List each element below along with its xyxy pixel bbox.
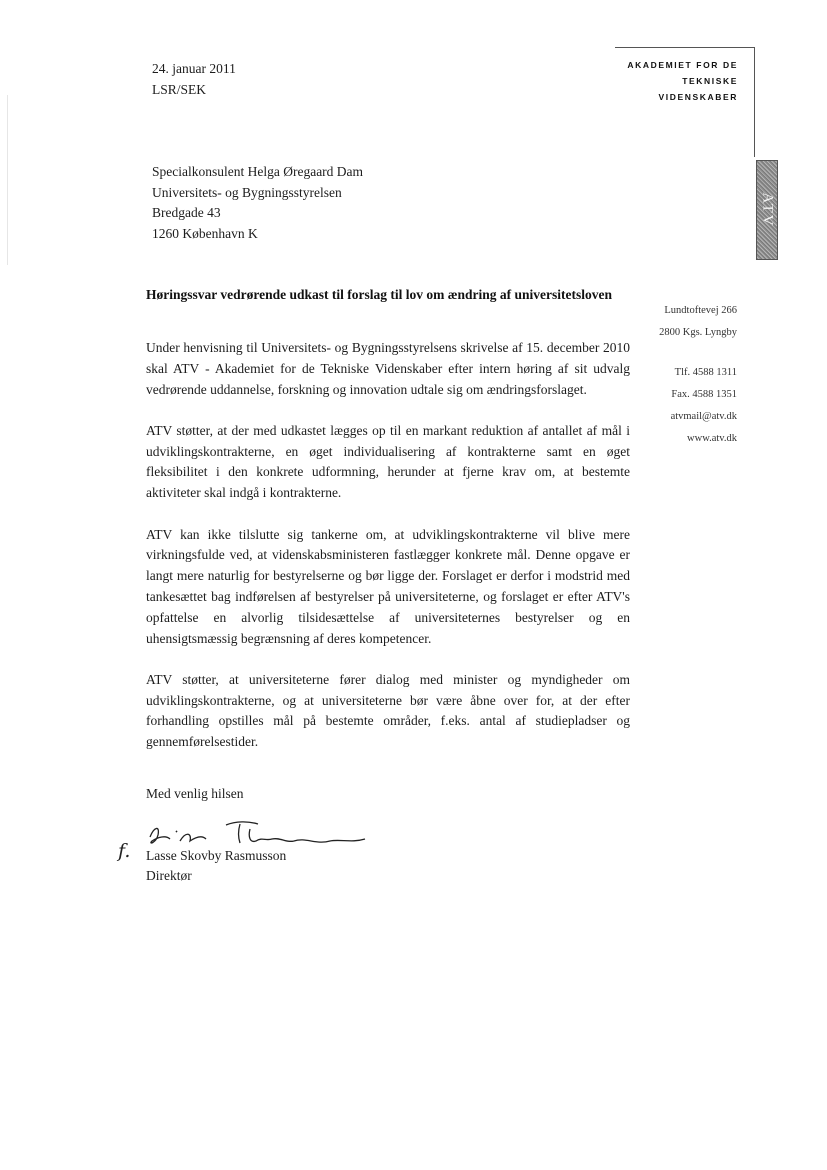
- letterhead: [627, 57, 738, 105]
- signer-block: [146, 846, 286, 886]
- contact-sidebar: [659, 300, 737, 450]
- recipient-city: 1260 København K: [152, 225, 258, 241]
- sidebar-fax: Fax. 4588 1351: [671, 389, 737, 400]
- recipient-name: Specialkonsulent Helga Øregaard Dam: [152, 164, 364, 179]
- letter-date: 24. januar 2011: [152, 61, 236, 76]
- signer-name: Lasse Skovby Rasmusson: [146, 848, 287, 863]
- body-paragraph-4: ATV støtter, at universiteterne fører dialog med minister og myndigheder om udviklingskontrakterne, og at universiteterne bør være åbne over for, at der efter forhandling opstilles mål på bestemte områder, f.eks. antal af studiepladser og gennemførelsestider.: [146, 671, 630, 750]
- scan-edge-line: [7, 95, 8, 265]
- sidebar-web: www.atv.dk: [687, 433, 737, 444]
- sidebar-address-1: Lundtoftevej 266: [664, 305, 737, 316]
- letterhead-line-1: AKADEMIET FOR DE: [627, 60, 738, 70]
- letter-subject: Høringssvar vedrørende udkast til forslag til lov om ændring af universitetsloven: [146, 287, 613, 302]
- letter-header: [152, 58, 236, 100]
- atv-logo-text: ATV: [759, 192, 776, 228]
- recipient-organization: Universitets- og Bygningsstyrelsen: [152, 184, 342, 200]
- letter-reference: LSR/SEK: [152, 82, 207, 97]
- letterhead-rule-right: [754, 47, 755, 157]
- sidebar-address-2: 2800 Kgs. Lyngby: [659, 327, 737, 338]
- closing-salutation: Med venlig hilsen: [146, 786, 244, 801]
- letterhead-line-2: TEKNISKE: [682, 76, 738, 86]
- body-paragraph-3: ATV kan ikke tilslutte sig tankerne om, at udviklingskontrakterne vil blive mere virkningsfulde ved, at videnskabsministeren fastlægger konkrete mål. Denne opgave er langt mere naturlig for bestyrelserne og bør ligge der. Forslaget er derfor i modstrid med tankesættet bag indførelsen af bestyrelser på universiteterne, og forslaget er efter ATV's opfattelse en alvorlig tilsidesættelse af universiteternes bestyrelser og en uhensigtsmæssig begrænsning af deres kompetencer.: [146, 526, 630, 646]
- recipient-street: Bredgade 43: [152, 205, 221, 220]
- signer-title: Direktør: [146, 868, 192, 883]
- sidebar-phone: Tlf. 4588 1311: [674, 367, 737, 378]
- sidebar-email: atvmail@atv.dk: [670, 411, 737, 422]
- body-paragraph-1: Under henvisning til Universitets- og Bygningsstyrelsens skrivelse af 15. december 2010 skal ATV - Akademiet for de Tekniske Videnskaber efter intern høring af sit udvalg vedrørende uddannelse, forskning og innovation udtale sig om ændringsforslaget.: [146, 340, 630, 397]
- sidebar-gap: [659, 344, 737, 362]
- atv-logo: [756, 160, 778, 260]
- letter-body: [146, 338, 630, 774]
- signature-prefix: f.: [118, 840, 131, 862]
- body-paragraph-2: ATV støtter, at der med udkastet lægges op til en markant reduktion af antallet af mål i udviklingskontrakterne, en øget individualisering af kontrakterne samt en øget fleksibilitet i den konkrete udformning, herunder at fjerne krav om, at bestemte aktiviteter skal indgå i kontrakterne.: [146, 422, 630, 501]
- letterhead-rule-top: [615, 47, 755, 48]
- letterhead-line-3: VIDENSKABER: [658, 92, 738, 102]
- recipient-address: [152, 162, 363, 244]
